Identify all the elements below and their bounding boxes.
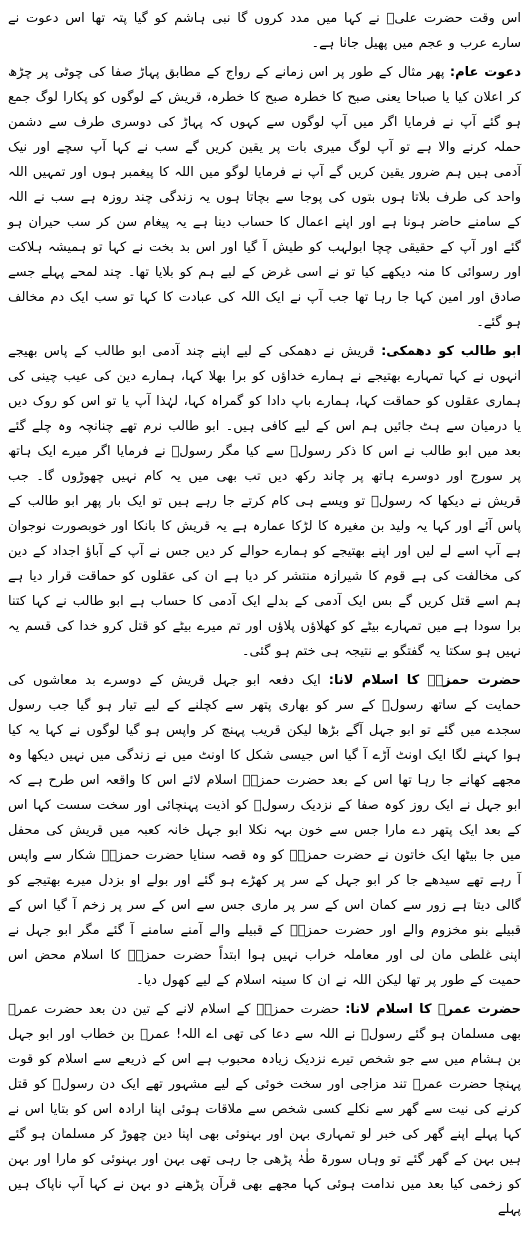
paragraph: [8, 668, 521, 993]
paragraph: [8, 997, 521, 1222]
paragraph-text: قریش نے دھمکی کے لیے اپنے چند آدمی ابو طالب کے پاس بھیجے انہوں نے کہا تمہارے بھتیجے نے ہمارے خداؤں کو برا بھلا کہا، ہمارے دین کی عیب چینی کی ہماری عقلوں کو حماقت کہا، ہمارے باپ دادا کو گمراہ کہا، لہٰذا آپ یا تو اس کو روک دیں یا درمیان سے ہٹ جائیں ہم اس کے لیے کافی ہیں۔ ابو طالب نرم تھے چنانچہ وہ چلے گئے بعد میں ابو طالب نے اس کا ذکر رسولؐ سے کیا مگر رسولؐ نے فرمایا اگر میرے ایک ہاتھ پر سورج اور دوسرے ہاتھ پر چاند رکھ دیں تب بھی میں یہ کام نہیں چھوڑوں گا۔ جب قریش نے دیکھا کہ رسولؐ تو ویسے ہی کام کرتے جا رہے ہیں تو ایک بار پھر ابو طالب کے پاس آئے اور کہا یہ ولید بن مغیرہ کا لڑکا عمارہ ہے یہ قریش کا بانکا اور خوبصورت نوجوان ہے آپ اسے لے لیں اور اپنے بھتیجے کو ہمارے حوالے کر دیں جس نے آپ کے آباؤ اجداد کے دین کی مخالفت کی ہے قوم کا شیرازہ منتشر کر دیا ہے ان کی عقلوں کو حماقت قرار دیا ہے ہم اسے قتل کریں گے بس ایک آدمی کے بدلے ایک آدمی کا حساب ہے ابو طالب نے کہا کتنا برا سودا ہے میں تمہارے بیٹے کو کھلاؤں پلاؤں اور تم میرے بیٹے کو قتل کرو خدا کی قسم یہ نہیں ہو سکتا یہ گفتگو بے نتیجہ ہی ختم ہو گئی۔: [8, 344, 521, 659]
paragraph-text: ایک دفعہ ابو جہل قریش کے دوسرے بد معاشوں کی حمایت کے ساتھ رسولؐ کے سر کو بھاری پتھر سے کچلنے کے لیے تیار ہو گیا جب رسول سجدے میں گئے تو ابو جہل آگے بڑھا لیکن قریب پہنچ کر واپس ہو گیا لوگوں نے کہا یہ کیا ہوا کہنے لگا ایک اونٹ آڑے آ گیا اس جیسی شکل کا اونٹ میں نے زندگی میں نہیں دیکھا وہ مجھے کھانے جا رہا تھا اس کے بعد حضرت حمزہؓ اسلام لائے اس کا واقعہ اس طرح ہے کہ ابو جہل نے ایک روز کوہ صفا کے نزدیک رسولؐ کو اذیت پہنچائی اور سخت سست کہا اس کے بعد ایک پتھر دے مارا جس سے خون بہہ نکلا ابو جہل خانہ کعبہ میں قریش کی محفل میں جا بیٹھا ایک خاتون نے حضرت حمزہؓ کو وہ قصہ سنایا حضرت حمزہؓ شکار سے واپس آ رہے تھے سیدھے جا کر ابو جہل کے سر پر کھڑے ہو گئے اور بولے او بزدل میرے بھتیجے کو گالی دیتا ہے زور سے کمان اس کے سر پر ماری جس سے اس کے سر پر زخم آ گیا اس کے قبیلے بنو مخزوم والے اور حضرت حمزہؓ کے قبیلے والے آمنے سامنے آ گئے مگر ابو جہل نے اپنی غلطی مان لی اور معاملہ خراب نہیں ہوا ابتداً حضرت حمزہؓ کا اسلام محض اس حمیت کے طور پر تھا لیکن اللہ نے ان کا سینہ اسلام کے لیے کھول دیا۔: [8, 673, 521, 988]
paragraph: [8, 60, 521, 335]
paragraph-text: اس وقت حضرت علیؓ نے کہا میں مدد کروں گا نبی ہاشم کو گیا پتہ تھا اس دعوت نے سارے عرب و عجم میں پھیل جانا ہے۔: [8, 11, 521, 51]
paragraph: [8, 6, 521, 56]
paragraph-text: پھر مثال کے طور پر اس زمانے کے رواج کے مطابق پہاڑ صفا کی چوٹی پر چڑھ کر اعلان کیا یا صباحا یعنی صبح کا خطرہ صبح کا خطرہ، قریش کے لوگوں کو پکارا لوگ جمع ہو گئے آپ نے فرمایا اگر میں آپ لوگوں سے کہوں کہ پہاڑ کی دوسری طرف سے دشمن حملہ کرنے والا ہے تو آپ لوگ میری بات پر یقین کریں گے سب نے کہا آپ سچے اور نیک آدمی ہیں ہم ضرور یقین کریں گے آپ نے فرمایا لوگو میں اللہ کا پیغمبر ہوں اور تمہیں اللہ واحد کی طرف بلاتا ہوں بتوں کی پوجا سے بچاتا ہوں یہ زندگی چند روزہ ہے سب نے اللہ کے سامنے حاضر ہونا ہے اور اپنے اعمال کا حساب دینا ہے یہ پیغام سن کر سب حیران ہو گئے اور آپ کے حقیقی چچا ابولہب کو طیش آ گیا اور اس بد بخت نے کہا تو ہمیشہ ہلاکت اور رسوائی کا منہ دیکھے کیا تو نے اسی غرض کے لیے ہم کو بلایا تھا۔ چند لمحے پہلے جسے صادق اور امین کہا جا رہا تھا جب آپ نے ایک اللہ کی عبادت کا کہا تو سب ایک دم مخالف ہو گئے۔: [8, 65, 521, 330]
paragraph-heading: ابو طالب کو دھمکی:: [381, 344, 521, 359]
paragraph-heading: حضرت عمرؓ کا اسلام لانا:: [345, 1002, 521, 1017]
paragraph-heading: دعوت عام:: [449, 65, 521, 80]
paragraph: [8, 339, 521, 664]
paragraph-heading: حضرت حمزہؓ کا اسلام لانا:: [328, 673, 521, 688]
paragraph-text: حضرت حمزہؓ کے اسلام لانے کے تین دن بعد حضرت عمرؓ بھی مسلمان ہو گئے رسولؐ نے اللہ سے دعا کی تھی اے اللہ! عمرؓ بن خطاب اور ابو جہل بن ہشام میں سے جو شخص تیرے نزدیک زیادہ محبوب ہے اس کے ذریعے سے اسلام کو قوت پہنچا حضرت عمرؓ تند مزاجی اور سخت خوئی کے لیے مشہور تھے ایک دن رسولؐ کو قتل کرنے کی نیت سے گھر سے نکلے کسی شخص سے ملاقات ہوئی اپنا ارادہ اس کو بتایا اس نے کہا پہلے اپنے گھر کی خبر لو تمہاری بہن اور بہنوئی بھی اپنا دین چھوڑ کر مسلمان ہو گئے ہیں بہن کے گھر گئے تو وہاں سورۃ طٰہٰ پڑھی جا رہی تھی بہن اور بہنوئی کو مارا اور بہن کو زخمی کیا بعد میں ندامت ہوئی کہا مجھے بھی قرآن پڑھنے دو بہن نے کہا آپ ناپاک ہیں پہلے: [8, 1002, 521, 1217]
